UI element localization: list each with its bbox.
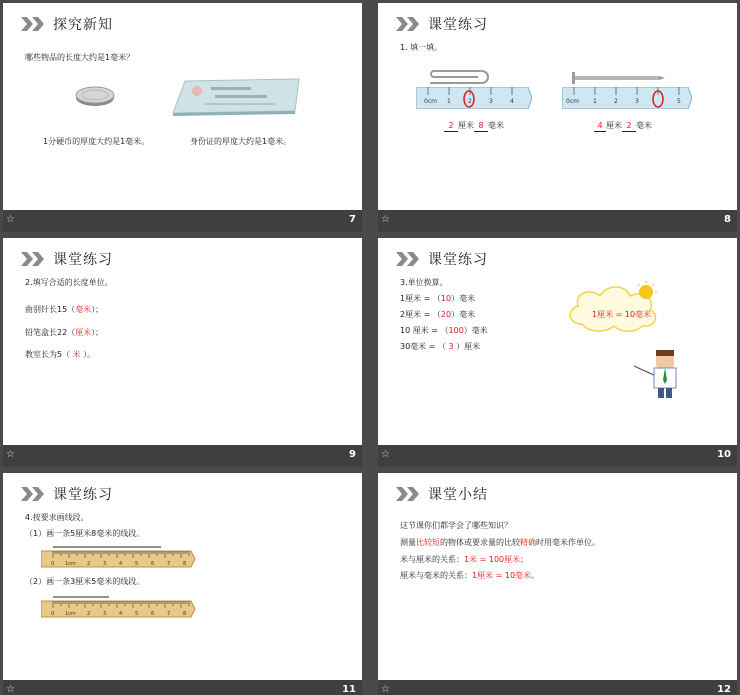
- ruler-label: 5: [135, 561, 139, 567]
- summary-line: 测量比较短的物体或要求量的比较精确时用毫米作单位。: [400, 538, 600, 547]
- star-icon: ☆: [6, 449, 15, 460]
- double-chevron-icon: [396, 487, 420, 501]
- fill-line: 教室长为5（ 米 ）。: [25, 350, 96, 359]
- ruler-label: 6: [151, 611, 155, 617]
- slide-footer: [3, 680, 362, 695]
- ruler-label: 7: [167, 561, 171, 567]
- conversion-line: 2厘米 = （20）毫米: [400, 310, 476, 319]
- ruler-label: 3: [103, 611, 107, 617]
- nail-image: [570, 71, 666, 85]
- slide-header: [396, 248, 488, 270]
- coin-image: [73, 83, 117, 107]
- slide-footer: [3, 445, 362, 467]
- paperclip-image: [424, 65, 490, 87]
- ruler-label: 2: [87, 561, 91, 567]
- conversion-line: 10 厘米 = （100）毫米: [400, 326, 488, 335]
- slide-title: 课堂练习: [428, 252, 488, 268]
- coin-caption: 1分硬币的厚度大约是1毫米。: [43, 137, 150, 146]
- double-chevron-icon: [21, 487, 45, 501]
- ruler-label: 4: [119, 611, 123, 617]
- star-icon: ☆: [6, 684, 15, 695]
- cloud-text: 1厘米 = 10毫米: [592, 310, 652, 319]
- wood-ruler-1: [41, 545, 197, 569]
- task-text: 2.填写合适的长度单位。: [25, 278, 113, 287]
- ruler-label: 2: [614, 98, 618, 105]
- ruler-1: [416, 87, 532, 109]
- slide-7[interactable]: [3, 3, 362, 232]
- ruler-label: 1cm: [65, 561, 76, 567]
- slide-12[interactable]: [378, 473, 737, 695]
- ruler-label: 1: [447, 98, 451, 105]
- slide-footer: [378, 210, 737, 232]
- summary-line: 厘米与毫米的关系：1厘米 = 10毫米。: [400, 571, 540, 580]
- ruler-label: 2: [468, 98, 472, 105]
- ruler-label: 3: [103, 561, 107, 567]
- star-icon: ☆: [381, 684, 390, 695]
- wood-ruler-2: [41, 595, 197, 619]
- cloud-image: [564, 280, 664, 336]
- sub-task-1: （1）画一条5厘米8毫米的线段。: [25, 529, 145, 538]
- slide-footer: [378, 680, 737, 695]
- ruler-label: 4: [510, 98, 514, 105]
- answer-1: 2 厘米 8 毫米: [444, 121, 504, 132]
- ruler-2: [562, 87, 692, 109]
- ruler-label: 0cm: [424, 98, 437, 105]
- conversion-line: 30毫米 = （ 3 ）厘米: [400, 342, 481, 351]
- slide-header: [396, 483, 488, 505]
- ruler-label: 1: [593, 98, 597, 105]
- ruler-label: 2: [87, 611, 91, 617]
- slide-header: [21, 248, 113, 270]
- slide-title: 探究新知: [53, 17, 113, 33]
- ruler-label: 3: [635, 98, 639, 105]
- slide-footer: [3, 210, 362, 232]
- slide-9[interactable]: [3, 238, 362, 467]
- ruler-label: 8: [183, 611, 187, 617]
- page-number: 8: [724, 214, 731, 225]
- slide-title: 课堂小结: [428, 487, 488, 503]
- double-chevron-icon: [396, 17, 420, 31]
- double-chevron-icon: [21, 252, 45, 266]
- star-icon: ☆: [381, 214, 390, 225]
- slide-header: [396, 13, 488, 35]
- ruler-label: 0: [51, 611, 55, 617]
- ruler-label: 1cm: [65, 611, 76, 617]
- question-text: 哪些物品的长度大约是1毫米？: [25, 53, 135, 62]
- ruler-label: 6: [151, 561, 155, 567]
- slide-header: [21, 483, 113, 505]
- id-card-image: [171, 77, 301, 117]
- task-text: 4.按要求画线段。: [25, 513, 89, 522]
- answer-2: 4 厘米 2 毫米: [594, 121, 652, 132]
- summary-question: 这节课你们都学会了哪些知识？: [400, 521, 512, 530]
- slide-title: 课堂练习: [53, 252, 113, 268]
- ruler-label: 8: [183, 561, 187, 567]
- page-number: 11: [342, 684, 356, 695]
- fill-line: 曲别针长15（毫米）；: [25, 305, 104, 314]
- slide-title: 课堂练习: [428, 17, 488, 33]
- ruler-label: 5: [677, 98, 681, 105]
- teacher-figure: [630, 348, 686, 400]
- summary-line: 米与厘米的关系：1米 = 100厘米；: [400, 555, 529, 564]
- task-text: 1. 填一填。: [400, 43, 443, 52]
- slide-11[interactable]: [3, 473, 362, 695]
- slide-title: 课堂练习: [53, 487, 113, 503]
- slide-header: [21, 13, 113, 35]
- ruler-label: 7: [167, 611, 171, 617]
- page-number: 10: [717, 449, 731, 460]
- page-number: 9: [349, 449, 356, 460]
- slide-8[interactable]: [378, 3, 737, 232]
- ruler-label: 3: [489, 98, 493, 105]
- slide-10[interactable]: [378, 238, 737, 467]
- ruler-label: 5: [135, 611, 139, 617]
- conversion-line: 1厘米 = （10）毫米: [400, 294, 476, 303]
- ruler-label: 0cm: [566, 98, 579, 105]
- slide-footer: [378, 445, 737, 467]
- fill-line: 铅笔盒长22（厘米）；: [25, 328, 104, 337]
- sub-task-2: （2）画一条3厘米5毫米的线段。: [25, 577, 145, 586]
- ruler-label: 0: [51, 561, 55, 567]
- page-number: 7: [349, 214, 356, 225]
- task-text: 3.单位换算。: [400, 278, 448, 287]
- double-chevron-icon: [21, 17, 45, 31]
- double-chevron-icon: [396, 252, 420, 266]
- page-number: 12: [717, 684, 731, 695]
- star-icon: ☆: [6, 214, 15, 225]
- star-icon: ☆: [381, 449, 390, 460]
- card-caption: 身份证的厚度大约是1毫米。: [190, 137, 292, 146]
- ruler-label: 4: [119, 561, 123, 567]
